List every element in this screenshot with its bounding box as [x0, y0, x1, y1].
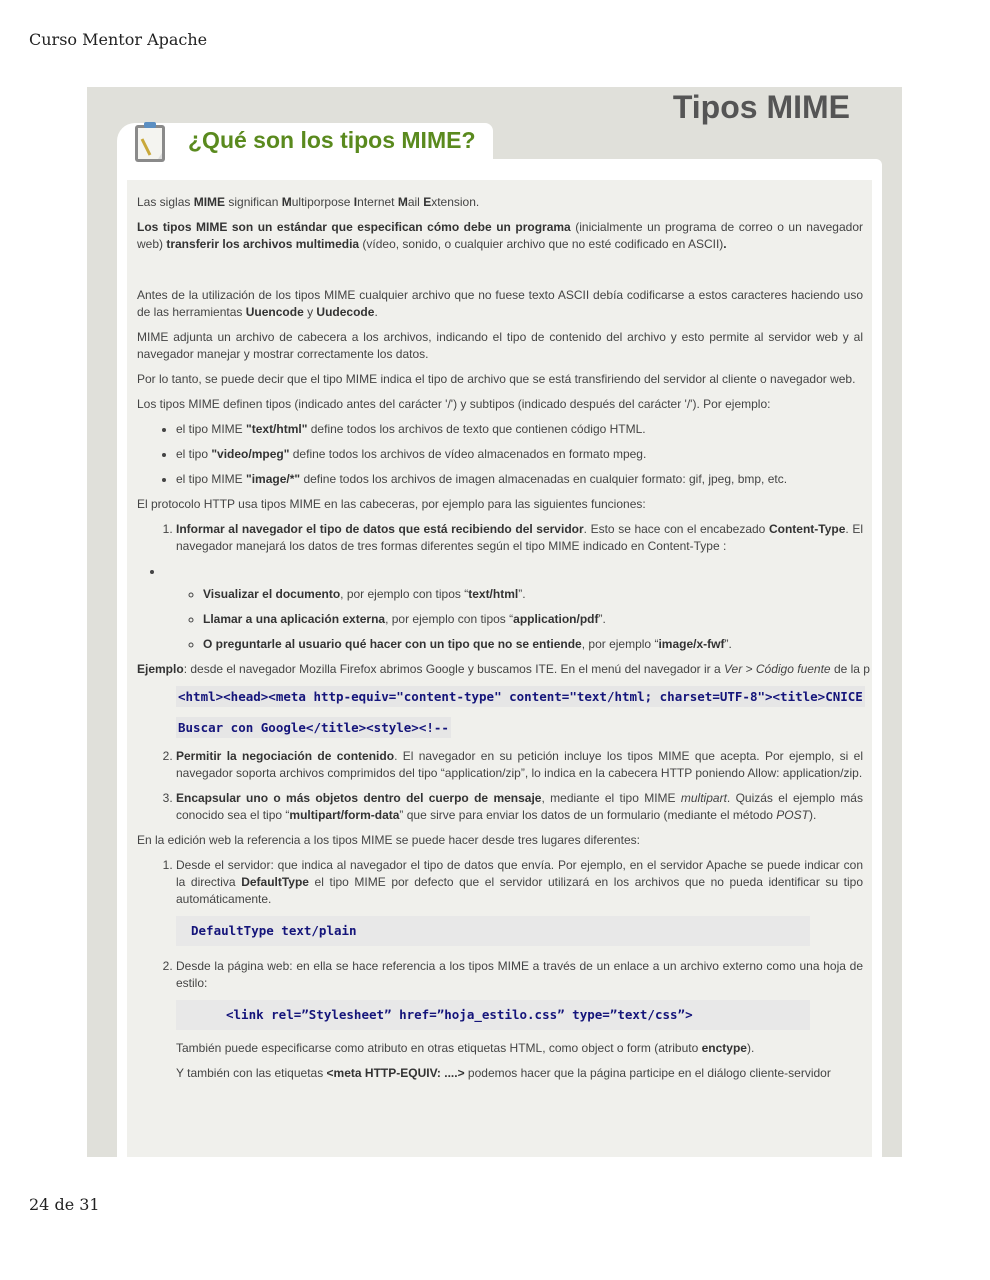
text-segment: image/x-fwf	[658, 637, 725, 651]
list-item	[176, 421, 863, 438]
text-segment: POST	[776, 808, 809, 822]
list-item	[176, 446, 863, 463]
text-segment: .	[374, 305, 378, 319]
text-segment: M	[397, 195, 408, 209]
text-segment: Ejemplo	[137, 662, 184, 676]
text-segment: text/html	[468, 587, 519, 601]
code-snippet: Buscar con Google</title><style><!--	[176, 717, 451, 738]
mime-reference-list	[137, 857, 863, 1082]
text-segment: I	[353, 195, 358, 209]
text-segment: multipart/form-data	[289, 808, 400, 822]
list-item-text	[176, 958, 863, 992]
text-segment: Permitir la negociación de contenido	[176, 749, 395, 763]
text-segment: Los tipos MIME son un estándar que especifican cómo debe un programa	[137, 220, 571, 234]
content-panel	[87, 87, 902, 1157]
text-segment: DefaultType	[241, 875, 309, 889]
list-item	[203, 611, 863, 628]
text-segment: transferir los archivos multimedia	[166, 237, 360, 251]
text-segment: "video/mpeg"	[211, 447, 290, 461]
text-segment: , por ejemplo con tipos “	[340, 587, 469, 601]
empty-bullet-list	[137, 563, 863, 653]
text-segment: ”.	[518, 587, 526, 601]
text-segment: Y también con las etiquetas	[176, 1066, 327, 1080]
list-item	[203, 586, 863, 603]
text-segment: En la edición web la referencia a los tipos MIME se puede hacer desde tres lugares diferentes:	[137, 833, 640, 847]
text-segment: ”.	[598, 612, 606, 626]
text-segment: , por ejemplo con tipos “	[385, 612, 514, 626]
text-segment: . El navegador manejará los datos de tres formas diferentes según el tipo MIME indicado en Content-Type :	[176, 522, 863, 553]
text-segment: define todos los archivos de imagen almacenadas en cualquier formato: gif, jpeg, bmp, etc.	[300, 472, 788, 486]
mime-examples-list	[137, 421, 863, 488]
text-segment: "image/*"	[246, 472, 301, 486]
text-segment: multipart	[680, 791, 727, 805]
text-segment: Por lo tanto, se puede decir que el tipo MIME indica el tipo de archivo que se está transfiriendo del servidor al cliente o navegador web.	[137, 372, 856, 386]
list-item	[176, 958, 863, 1082]
text-segment: Las siglas	[137, 195, 194, 209]
text-segment: MIME adjunta un archivo de cabecera a los archivos, indicando el tipo de contenido del archivo y esto permite al servidor web y al navegador manejar y mostrar correctamente los datos.	[137, 330, 863, 361]
text-segment: xtension.	[431, 195, 480, 209]
text-segment: "text/html"	[246, 422, 308, 436]
paragraph	[137, 371, 863, 388]
code-snippet: DefaultType text/plain	[191, 923, 357, 938]
text-segment: Visualizar el documento	[203, 587, 341, 601]
text-segment: ail	[407, 195, 424, 209]
text-segment: ).	[808, 808, 817, 822]
list-item-text	[176, 857, 863, 908]
text-segment: de la p	[830, 662, 870, 676]
text-segment: podemos hacer que la página participe en el diálogo cliente-servidor	[464, 1066, 831, 1080]
text-segment: E	[423, 195, 432, 209]
text-segment: define todos los archivos de vídeo almacenados en formato mpeg.	[289, 447, 647, 461]
text-segment: el tipo MIME	[176, 422, 247, 436]
text-segment: O preguntarle al usuario qué hacer con un tipo que no se entiende	[203, 637, 582, 651]
text-segment: ultiporpose	[291, 195, 354, 209]
text-segment: el tipo MIME por defecto que el servidor utilizará en los archivos que no pueda identificar su tipo automáticamente.	[176, 875, 863, 906]
text-segment: , mediante el tipo MIME	[541, 791, 681, 805]
text-segment: ).	[746, 1041, 755, 1055]
text-segment: . Quizás el ejemplo más conocido sea el tipo “	[176, 791, 863, 822]
text-segment: Antes de la utilización de los tipos MIME cualquier archivo que no fuese texto ASCII debía codificarse a estos caracteres haciendo uso de las herramientas	[137, 288, 863, 319]
example-paragraph	[137, 661, 870, 678]
text-segment: Uuencode	[245, 305, 304, 319]
text-segment: Content-Type	[768, 522, 846, 536]
text-segment: Uudecode	[316, 305, 375, 319]
text-segment: Llamar a una aplicación externa	[203, 612, 386, 626]
text-segment: nternet	[357, 195, 398, 209]
text-segment: ” que sirve para enviar los datos de un formulario (mediante el método	[399, 808, 777, 822]
list-item	[176, 521, 863, 555]
chapter-title: Tipos MIME	[672, 89, 850, 125]
paragraph	[137, 329, 863, 363]
text-segment: Desde la página web: en ella se hace referencia a los tipos MIME a través de un enlace a un archivo externo como una hoja de estilo:	[176, 959, 863, 990]
text-segment: Los tipos MIME definen tipos (indicado antes del carácter '/') y subtipos (indicado después del carácter '/'). Por ejemplo:	[137, 397, 771, 411]
text-segment: el tipo MIME	[176, 472, 247, 486]
list-item	[164, 563, 863, 653]
list-item-text	[176, 1065, 863, 1082]
running-header: Curso Mentor Apache	[29, 30, 208, 49]
code-snippet: <html><head><meta http-equiv="content-type" content="text/html; charset=UTF-8"><title>CNICE	[176, 686, 865, 707]
http-functions-list	[137, 521, 863, 555]
text-segment: , por ejemplo “	[581, 637, 659, 651]
list-item-text	[176, 1040, 863, 1057]
text-segment: application/pdf	[513, 612, 599, 626]
list-item	[176, 857, 863, 946]
text-segment: y	[303, 305, 317, 319]
clipboard-pencil-icon	[133, 121, 167, 163]
paragraph	[137, 219, 863, 253]
paragraph	[137, 396, 863, 413]
text-segment: M	[281, 195, 292, 209]
list-item	[176, 471, 863, 488]
text-segment: . El navegador en su petición incluye los tipos MIME que acepta. Por ejemplo, si el navegador soporta archivos comprimidos del tipo “application/zip”, lo indica en la cabecera HTTP poniendo Allow: application/zip.	[176, 749, 864, 780]
text-segment: También puede especificarse como atributo en otras etiquetas HTML, como object o form (atributo	[176, 1041, 702, 1055]
text-segment: Ver > Código fuente	[723, 662, 831, 676]
http-functions-list-continued	[137, 748, 863, 824]
text-segment: ”.	[724, 637, 732, 651]
section-title: ¿Qué son los tipos MIME?	[188, 127, 476, 153]
text-segment: significan	[225, 195, 282, 209]
text-segment: Informar al navegador el tipo de datos que está recibiendo del servidor	[176, 522, 584, 536]
paragraph	[137, 496, 863, 513]
text-segment: Desde el servidor: que indica al navegador el tipo de datos que envía. Por ejemplo, en el servidor Apache se puede indicar con la directiva	[176, 858, 863, 889]
list-item	[176, 790, 863, 824]
paragraph	[137, 287, 863, 321]
list-item	[203, 636, 863, 653]
page-number: 24 de 31	[29, 1195, 100, 1214]
text-segment: . Esto se hace con el encabezado	[583, 522, 769, 536]
text-segment: (vídeo, sonido, o cualquier archivo que no esté codificado en ASCII)	[359, 237, 724, 251]
text-segment: El protocolo HTTP usa tipos MIME en las cabeceras, por ejemplo para las siguientes funciones:	[137, 497, 646, 511]
text-segment: MIME	[193, 195, 226, 209]
browser-behaviour-list	[164, 586, 863, 653]
section-body	[127, 180, 872, 1157]
text-segment: el tipo	[176, 447, 212, 461]
text-segment: enctype	[701, 1041, 747, 1055]
paragraph	[137, 194, 863, 211]
text-segment: .	[723, 237, 727, 251]
text-segment: Encapsular uno o más objetos dentro del cuerpo de mensaje	[176, 791, 542, 805]
text-segment: <meta HTTP-EQUIV: ....>	[326, 1066, 465, 1080]
paragraph	[137, 832, 863, 849]
text-segment: (inicialmente un programa de correo o un navegador web)	[137, 220, 863, 251]
text-segment: : desde el navegador Mozilla Firefox abrimos Google y buscamos ITE. En el menú del navegador ir a	[183, 662, 724, 676]
text-segment: define todos los archivos de texto que contienen código HTML.	[307, 422, 646, 436]
code-snippet: <link rel=”Stylesheet” href=”hoja_estilo.css” type=”text/css”>	[226, 1007, 693, 1022]
list-item	[176, 748, 863, 782]
